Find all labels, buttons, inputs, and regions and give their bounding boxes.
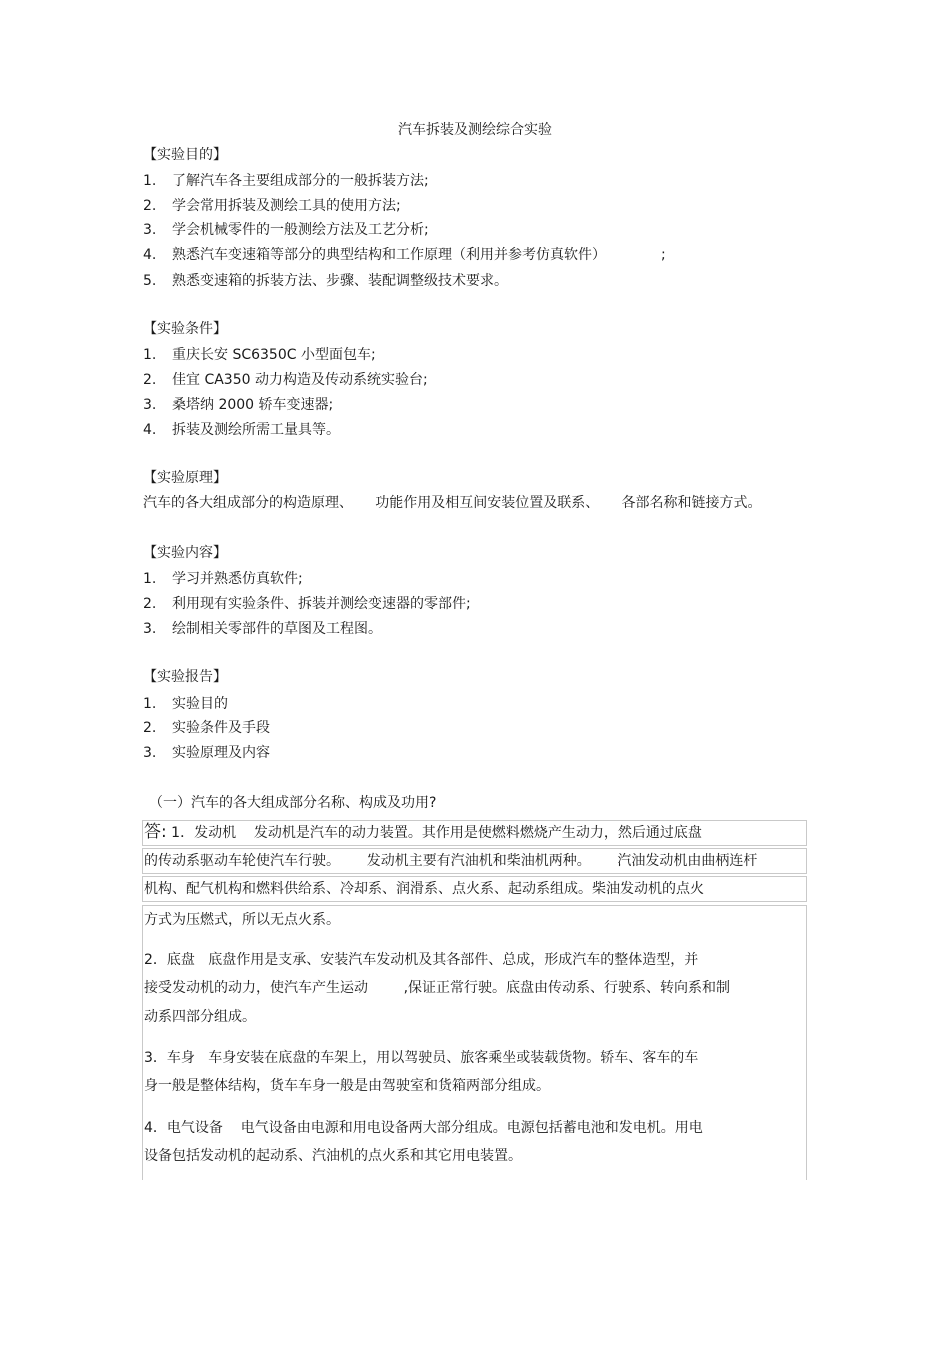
item-text: 利用现有实验条件、拆装并测绘变速器的零部件; [172, 596, 471, 612]
principle-text: 汽车的各大组成部分的构造原理、 功能作用及相互间安装位置及联系、 各部名称和链接方式。 [143, 495, 762, 511]
item-text: 佳宜 CA350 动力构造及传动系统实验台; [172, 372, 428, 388]
conditions-item [143, 345, 376, 365]
item-number: 1. [143, 571, 157, 587]
item-tail: ; [661, 247, 666, 263]
item-number: 1. [143, 347, 157, 363]
item-text: 了解汽车各主要组成部分的一般拆装方法; [172, 173, 429, 189]
item-text: 实验目的 [172, 696, 228, 712]
item-number: 5. [143, 273, 157, 289]
question-text: （一）汽车的各大组成部分名称、构成及功用? [149, 795, 437, 811]
answer-text: 1．发动机 发动机是汽车的动力装置。其作用是使燃料燃烧产生动力，然后通过底盘 [166, 825, 702, 841]
answer-box [142, 905, 807, 1180]
answer-line: 4．电气设备 电气设备由电源和用电设备两大部分组成。电源包括蓄电池和发电机。用电 [144, 1120, 703, 1136]
item-text: 拆装及测绘所需工量具等。 [172, 422, 340, 438]
content-item [143, 619, 382, 639]
item-text: 熟悉汽车变速箱等部分的典型结构和工作原理（利用并参考仿真软件） [172, 247, 606, 263]
item-number: 1. [143, 173, 157, 189]
answer-line: 方式为压燃式，所以无点火系。 [144, 912, 340, 928]
item-text: 学会常用拆装及测绘工具的使用方法; [172, 198, 401, 214]
item-text: 熟悉变速箱的拆装方法、步骤、装配调整级技术要求。 [172, 273, 508, 289]
item-text: 学会机械零件的一般测绘方法及工艺分析; [172, 222, 429, 238]
answer-line: 2．底盘 底盘作用是支承、安装汽车发动机及其各部件、总成，形成汽车的整体造型，并 [144, 952, 699, 968]
item-text: 绘制相关零部件的草图及工程图。 [172, 621, 382, 637]
answer-lead: 答: [144, 822, 167, 842]
purpose-heading: 【实验目的】 [143, 147, 227, 163]
purpose-item [143, 171, 429, 191]
item-number: 4. [143, 247, 157, 263]
purpose-item [143, 220, 429, 240]
item-text: 桑塔纳 2000 轿车变速器; [172, 397, 334, 413]
content-item [143, 569, 303, 589]
content-heading: 【实验内容】 [143, 545, 227, 561]
report-item [143, 743, 270, 763]
purpose-item [143, 245, 666, 265]
report-heading: 【实验报告】 [143, 669, 227, 685]
answer-line: 身一般是整体结构，货车车身一般是由驾驶室和货箱两部分组成。 [144, 1078, 550, 1094]
answer-line: 动系四部分组成。 [144, 1009, 256, 1025]
answer-line: 的传动系驱动车轮使汽车行驶。 发动机主要有汽油机和柴油机两种。 汽油发动机由曲柄连杆 [144, 853, 758, 869]
purpose-item [143, 196, 401, 216]
answer-line: 机构、配气机构和燃料供给系、冷却系、润滑系、点火系、起动系组成。柴油发动机的点火 [144, 881, 704, 897]
answer-line: 设备包括发动机的起动系、汽油机的点火系和其它用电装置。 [144, 1148, 522, 1164]
conditions-heading: 【实验条件】 [143, 321, 227, 337]
item-text: 实验原理及内容 [172, 745, 270, 761]
conditions-item [143, 370, 428, 390]
item-number: 4. [143, 422, 157, 438]
item-text: 学习并熟悉仿真软件; [172, 571, 303, 587]
answer-line [144, 822, 702, 843]
purpose-item [143, 271, 508, 291]
item-number: 2. [143, 198, 157, 214]
item-number: 3. [143, 397, 157, 413]
report-item [143, 694, 228, 714]
item-number: 2. [143, 372, 157, 388]
item-number: 3. [143, 621, 157, 637]
item-number: 2. [143, 596, 157, 612]
report-item [143, 718, 270, 738]
page-title: 汽车拆装及测绘综合实验 [398, 122, 552, 138]
item-number: 3. [143, 222, 157, 238]
conditions-item [143, 395, 333, 415]
content-item [143, 594, 471, 614]
principle-heading: 【实验原理】 [143, 470, 227, 486]
answer-line: 接受发动机的动力，使汽车产生运动 ,保证正常行驶。底盘由传动系、行驶系、转向系和制 [144, 980, 731, 996]
item-number: 1. [143, 696, 157, 712]
item-text: 重庆长安 SC6350C 小型面包车; [172, 347, 376, 363]
item-text: 实验条件及手段 [172, 720, 270, 736]
conditions-item [143, 420, 340, 440]
answer-line: 3．车身 车身安装在底盘的车架上，用以驾驶员、旅客乘坐或装载货物。轿车、客车的车 [144, 1050, 699, 1066]
item-number: 2. [143, 720, 157, 736]
item-number: 3. [143, 745, 157, 761]
